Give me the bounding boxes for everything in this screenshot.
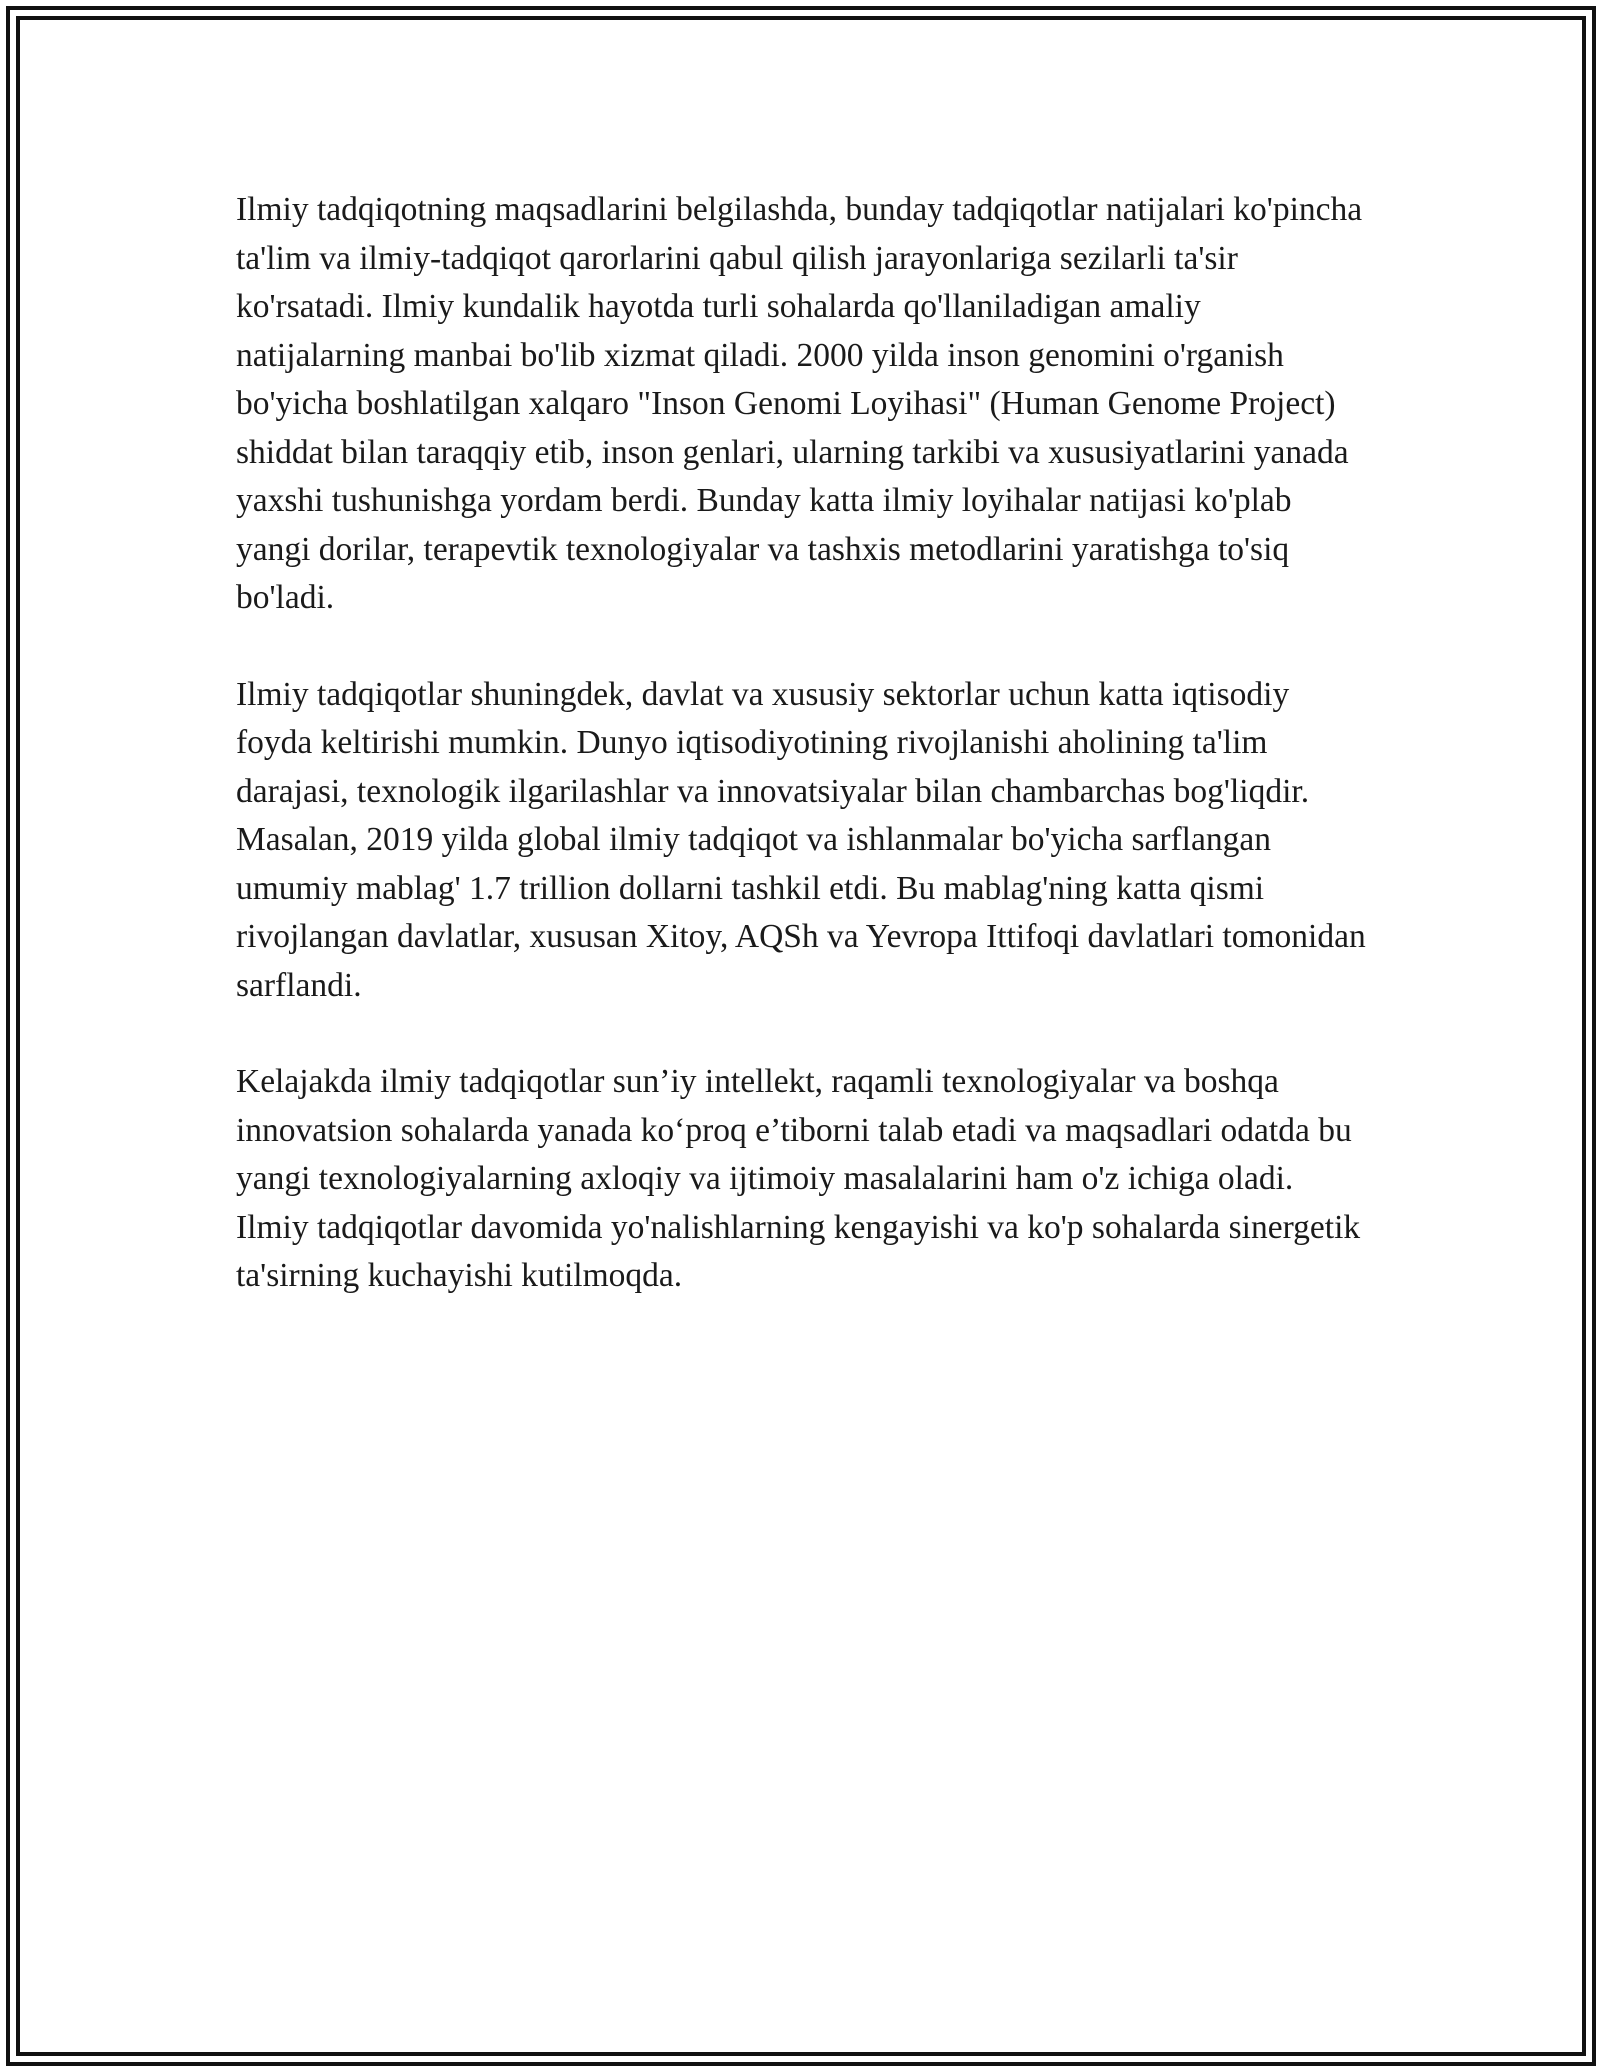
paragraph-research-goals: Ilmiy tadqiqotning maqsadlarini belgilashda, bunday tadqiqotlar natijalari ko'pincha ta'lim va ilmiy-tadqiqot qarorlarini qabul qilish jarayonlariga sezilarli ta'sir ko'rsatadi. Ilmiy kundalik hayotda turli sohalarda qo'llaniladigan amaliy natijalarning manbai bo'lib xizmat qiladi. 2000 yilda inson genomini o'rganish bo'yicha boshlatilgan xalqaro "Inson Genomi Loyihasi" (Human Genome Project) shiddat bilan taraqqiy etib, inson genlari, ularning tarkibi va xususiyatlarini yanada yaxshi tushunishga yordam berdi. Bunday katta ilmiy loyihalar natijasi ko'plab yangi dorilar, terapevtik texnologiyalar va tashxis metodlarini yaratishga to'siq bo'ladi. [236,191,1363,616]
paragraph-economic-benefit: Ilmiy tadqiqotlar shuningdek, davlat va xususiy sektorlar uchun katta iqtisodiy foyda keltirishi mumkin. Dunyo iqtisodiyotining rivojlanishi aholining ta'lim darajasi, texnologik ilgarilashlar va innovatsiyalar bilan chambarchas bog'liqdir. Masalan, 2019 yilda global ilmiy tadqiqot va ishlanmalar bo'yicha sarflangan umumiy mablag' 1.7 trillion dollarni tashkil etdi. Bu mablag'ning katta qismi rivojlangan davlatlar, xususan Xitoy, AQSh va Yevropa Ittifoqi davlatlari tomonidan sarflandi. [236,675,1366,1004]
paragraph-future-outlook: Kelajakda ilmiy tadqiqotlar sun’iy intellekt, raqamli texnologiyalar va boshqa innovatsion sohalarda yanada ko‘proq e’tiborni talab etadi va maqsadlari odatda bu yangi texnologiyalarning axloqiy va ijtimoiy masalalarini ham o'z ichiga oladi. Ilmiy tadqiqotlar davomida yo'nalishlarning kengayishi va ko'p sohalarda sinergetik ta'sirning kuchayishi kutilmoqda. [236,1063,1361,1294]
document-body [236,186,1366,1301]
